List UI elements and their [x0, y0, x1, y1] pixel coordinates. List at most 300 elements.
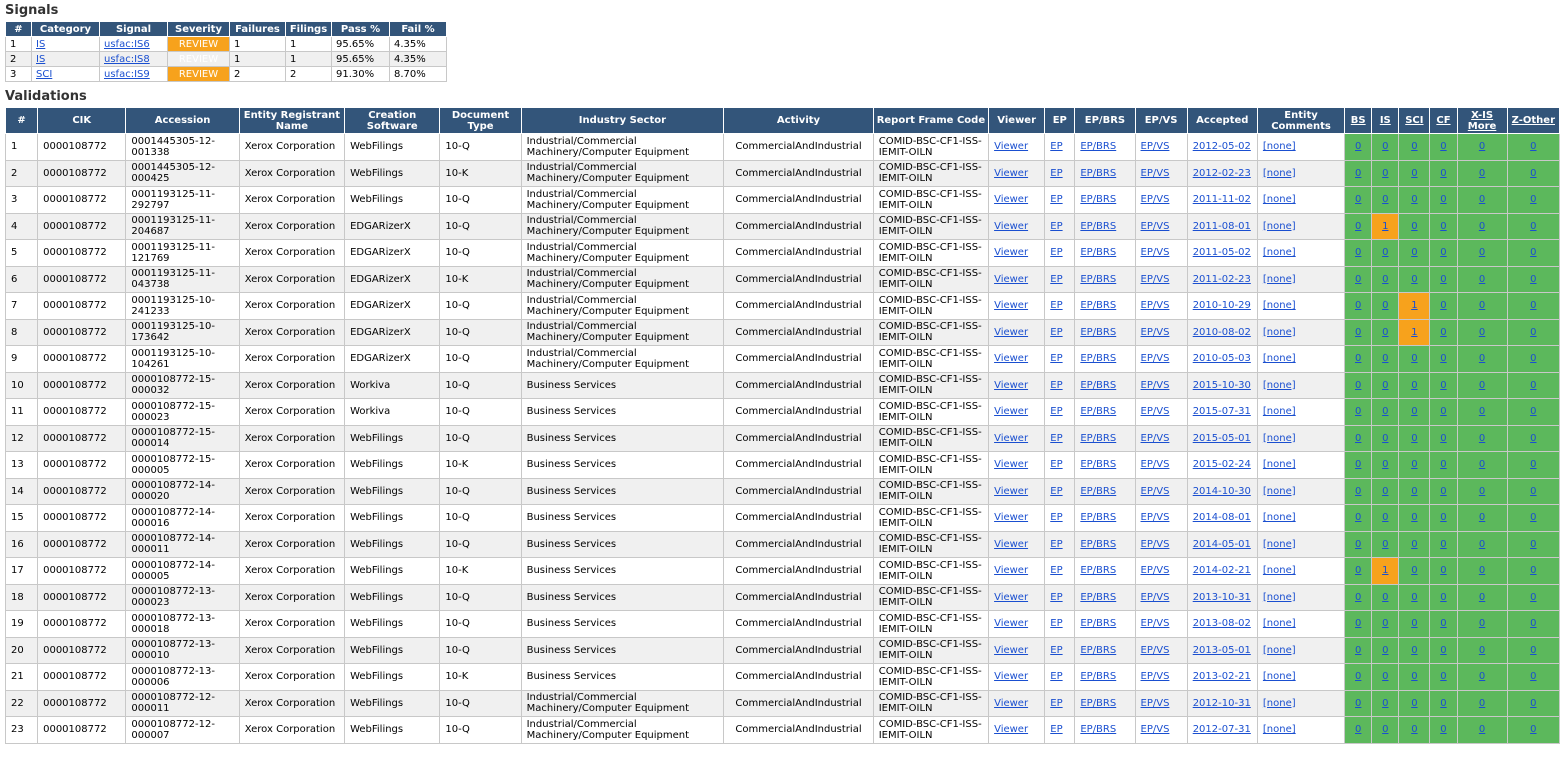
accepted-date-link[interactable]: 2012-02-23: [1192, 167, 1251, 179]
viewer-link[interactable]: Viewer: [994, 326, 1029, 338]
xis-count-link[interactable]: 0: [1478, 406, 1486, 418]
xis-count-link[interactable]: 0: [1478, 353, 1486, 365]
ep-link[interactable]: EP: [1050, 300, 1063, 312]
viewer-link[interactable]: Viewer: [994, 565, 1029, 577]
ep-vs-link[interactable]: EP/VS: [1140, 644, 1170, 656]
viewer-link[interactable]: Viewer: [994, 432, 1029, 444]
sci-count-link[interactable]: 0: [1411, 432, 1418, 444]
entity-comments-link[interactable]: [none]: [1262, 353, 1296, 365]
is-count-link[interactable]: 0: [1382, 671, 1389, 683]
cf-count-link[interactable]: 0: [1440, 194, 1447, 206]
xis-count-link[interactable]: 0: [1478, 644, 1486, 656]
viewer-link[interactable]: Viewer: [994, 300, 1029, 312]
zother-count-link[interactable]: 0: [1530, 538, 1537, 550]
cf-count-link[interactable]: 0: [1440, 459, 1447, 471]
ep-vs-link[interactable]: EP/VS: [1140, 167, 1170, 179]
sci-count-link[interactable]: 0: [1411, 141, 1418, 153]
accepted-date-link[interactable]: 2012-07-31: [1192, 724, 1251, 736]
viewer-link[interactable]: Viewer: [994, 273, 1029, 285]
zother-count-link[interactable]: 0: [1530, 618, 1537, 630]
xis-count-link[interactable]: 0: [1478, 273, 1486, 285]
cf-count-link[interactable]: 0: [1440, 618, 1447, 630]
ep-brs-link[interactable]: EP/BRS: [1080, 512, 1117, 524]
sort-link[interactable]: BS: [1350, 115, 1366, 126]
bs-count-link[interactable]: 0: [1355, 485, 1362, 497]
zother-count-link[interactable]: 0: [1530, 326, 1537, 338]
sci-count-link[interactable]: 0: [1411, 273, 1418, 285]
ep-brs-link[interactable]: EP/BRS: [1080, 618, 1117, 630]
zother-count-link[interactable]: 0: [1530, 379, 1537, 391]
ep-vs-link[interactable]: EP/VS: [1140, 194, 1170, 206]
cf-count-link[interactable]: 0: [1440, 326, 1447, 338]
accepted-date-link[interactable]: 2013-05-01: [1192, 644, 1251, 656]
bs-count-link[interactable]: 0: [1355, 141, 1362, 153]
ep-brs-link[interactable]: EP/BRS: [1080, 644, 1117, 656]
ep-brs-link[interactable]: EP/BRS: [1080, 538, 1117, 550]
accepted-date-link[interactable]: 2014-02-21: [1192, 565, 1251, 577]
is-count-link[interactable]: 0: [1382, 724, 1389, 736]
xis-count-link[interactable]: 0: [1478, 194, 1486, 206]
ep-vs-link[interactable]: EP/VS: [1140, 459, 1170, 471]
xis-count-link[interactable]: 0: [1478, 141, 1486, 153]
bs-count-link[interactable]: 0: [1355, 459, 1362, 471]
accepted-date-link[interactable]: 2014-05-01: [1192, 538, 1251, 550]
cf-count-link[interactable]: 0: [1440, 247, 1447, 259]
ep-vs-link[interactable]: EP/VS: [1140, 247, 1170, 259]
ep-brs-link[interactable]: EP/BRS: [1080, 220, 1117, 232]
bs-count-link[interactable]: 0: [1355, 591, 1362, 603]
cf-count-link[interactable]: 0: [1440, 379, 1447, 391]
bs-count-link[interactable]: 0: [1355, 724, 1362, 736]
is-count-link[interactable]: 0: [1382, 379, 1389, 391]
is-count-link[interactable]: 0: [1382, 247, 1389, 259]
sci-count-link[interactable]: 0: [1411, 671, 1418, 683]
entity-comments-link[interactable]: [none]: [1262, 671, 1296, 683]
ep-link[interactable]: EP: [1050, 220, 1063, 232]
ep-link[interactable]: EP: [1050, 724, 1063, 736]
ep-vs-link[interactable]: EP/VS: [1140, 538, 1170, 550]
viewer-link-cell: [989, 505, 1045, 532]
ep-vs-link[interactable]: EP/VS: [1140, 724, 1170, 736]
entity-name-cell: Xerox Corporation: [239, 187, 344, 214]
bs-count-link[interactable]: 0: [1355, 512, 1362, 524]
viewer-link[interactable]: Viewer: [994, 353, 1029, 365]
zother-count-link[interactable]: 0: [1530, 406, 1537, 418]
signal-category-link[interactable]: IS: [36, 53, 46, 65]
ep-link[interactable]: EP: [1050, 485, 1063, 497]
accepted-date-link[interactable]: 2011-11-02: [1192, 194, 1251, 206]
is-count-link[interactable]: 0: [1382, 538, 1389, 550]
sci-count-link[interactable]: 0: [1411, 353, 1418, 365]
cf-count-link[interactable]: 0: [1440, 353, 1447, 365]
entity-comments-link[interactable]: [none]: [1262, 194, 1296, 206]
ep-vs-link[interactable]: EP/VS: [1140, 353, 1170, 365]
accepted-date-link[interactable]: 2015-02-24: [1192, 459, 1251, 471]
ep-vs-link[interactable]: EP/VS: [1140, 512, 1170, 524]
cf-count-link[interactable]: 0: [1440, 485, 1447, 497]
is-count-link[interactable]: 0: [1382, 326, 1389, 338]
entity-comments-link[interactable]: [none]: [1262, 141, 1296, 153]
sci-count-link[interactable]: 0: [1411, 194, 1418, 206]
sci-count-link[interactable]: 0: [1411, 724, 1418, 736]
zother-count-link[interactable]: 0: [1530, 273, 1537, 285]
ep-brs-link[interactable]: EP/BRS: [1080, 697, 1117, 709]
xis-count-link[interactable]: 0: [1478, 247, 1486, 259]
ep-vs-link[interactable]: EP/VS: [1140, 379, 1170, 391]
viewer-link[interactable]: Viewer: [994, 644, 1029, 656]
ep-brs-link[interactable]: EP/BRS: [1080, 406, 1117, 418]
sci-count-link[interactable]: 0: [1411, 485, 1418, 497]
ep-vs-link[interactable]: EP/VS: [1140, 565, 1170, 577]
ep-vs-link[interactable]: EP/VS: [1140, 671, 1170, 683]
bs-count-link[interactable]: 0: [1355, 671, 1362, 683]
ep-brs-link[interactable]: EP/BRS: [1080, 194, 1117, 206]
entity-comments-cell: [1257, 160, 1344, 187]
ep-link[interactable]: EP: [1050, 671, 1063, 683]
accepted-date-link[interactable]: 2010-05-03: [1192, 353, 1251, 365]
zother-count-link[interactable]: 0: [1530, 697, 1537, 709]
entity-comments-link[interactable]: [none]: [1262, 644, 1296, 656]
sci-count-link[interactable]: 0: [1411, 459, 1418, 471]
bs-count-link[interactable]: 0: [1355, 247, 1362, 259]
bs-count-link[interactable]: 0: [1355, 379, 1362, 391]
ep-link[interactable]: EP: [1050, 167, 1063, 179]
ep-vs-link[interactable]: EP/VS: [1140, 618, 1170, 630]
cf-count-link[interactable]: 0: [1440, 565, 1447, 577]
ep-brs-link[interactable]: EP/BRS: [1080, 167, 1117, 179]
cf-count-link[interactable]: 0: [1440, 538, 1447, 550]
sort-link[interactable]: IS: [1379, 115, 1391, 126]
signal-name-link[interactable]: usfac:IS8: [104, 53, 150, 65]
zother-count-link[interactable]: 0: [1530, 247, 1537, 259]
ep-vs-link[interactable]: EP/VS: [1140, 326, 1170, 338]
ep-link[interactable]: EP: [1050, 194, 1063, 206]
viewer-link[interactable]: Viewer: [994, 724, 1029, 736]
ep-vs-link[interactable]: EP/VS: [1140, 220, 1170, 232]
zother-count-link[interactable]: 0: [1530, 644, 1537, 656]
xis-count-link[interactable]: 0: [1478, 512, 1486, 524]
is-count-link[interactable]: 0: [1382, 697, 1389, 709]
ep-brs-link[interactable]: EP/BRS: [1080, 353, 1117, 365]
viewer-link[interactable]: Viewer: [994, 618, 1029, 630]
sci-count-link[interactable]: 1: [1411, 326, 1418, 338]
zother-count-link[interactable]: 0: [1530, 485, 1537, 497]
ep-link[interactable]: EP: [1050, 141, 1063, 153]
accepted-date-link[interactable]: 2012-10-31: [1192, 697, 1251, 709]
ep-brs-link[interactable]: EP/BRS: [1080, 591, 1117, 603]
viewer-link[interactable]: Viewer: [994, 167, 1029, 179]
is-count-link[interactable]: 0: [1382, 141, 1389, 153]
entity-comments-link[interactable]: [none]: [1262, 459, 1296, 471]
cf-count-link[interactable]: 0: [1440, 406, 1447, 418]
cf-count-link[interactable]: 0: [1440, 432, 1447, 444]
viewer-link[interactable]: Viewer: [994, 459, 1029, 471]
viewer-link[interactable]: Viewer: [994, 194, 1029, 206]
bs-count-link[interactable]: 0: [1355, 300, 1362, 312]
is-count-link[interactable]: 0: [1382, 432, 1389, 444]
accepted-date-link[interactable]: 2013-10-31: [1192, 591, 1251, 603]
accepted-date-link[interactable]: 2011-08-01: [1192, 220, 1251, 232]
ep-vs-link[interactable]: EP/VS: [1140, 485, 1170, 497]
ep-link[interactable]: EP: [1050, 273, 1063, 285]
entity-comments-link[interactable]: [none]: [1262, 247, 1296, 259]
ep-vs-link[interactable]: EP/VS: [1140, 591, 1170, 603]
entity-comments-link[interactable]: [none]: [1262, 697, 1296, 709]
zother-count-link[interactable]: 0: [1530, 565, 1537, 577]
bs-count-link[interactable]: 0: [1355, 194, 1362, 206]
is-count-link[interactable]: 0: [1382, 300, 1389, 312]
ep-brs-link[interactable]: EP/BRS: [1080, 485, 1117, 497]
viewer-link[interactable]: Viewer: [994, 512, 1029, 524]
zother-count-link[interactable]: 0: [1530, 194, 1537, 206]
zother-count-link[interactable]: 0: [1530, 167, 1537, 179]
viewer-link[interactable]: Viewer: [994, 538, 1029, 550]
cf-count-link[interactable]: 0: [1440, 591, 1447, 603]
accepted-date-link[interactable]: 2010-08-02: [1192, 326, 1251, 338]
accepted-date-link[interactable]: 2015-10-30: [1192, 379, 1251, 391]
entity-comments-link[interactable]: [none]: [1262, 273, 1296, 285]
cf-count-link[interactable]: 0: [1440, 724, 1447, 736]
ep-brs-link[interactable]: EP/BRS: [1080, 459, 1117, 471]
creation-software-cell: WebFilings: [345, 664, 440, 691]
is-count-link[interactable]: 0: [1382, 644, 1389, 656]
validations-col-header: Viewer: [989, 108, 1045, 134]
bs-count-link[interactable]: 0: [1355, 326, 1362, 338]
ep-vs-link[interactable]: EP/VS: [1140, 406, 1170, 418]
ep-link[interactable]: EP: [1050, 379, 1063, 391]
zother-count-link[interactable]: 0: [1530, 141, 1537, 153]
xis-count-link[interactable]: 0: [1478, 326, 1486, 338]
sci-count-link[interactable]: 0: [1411, 247, 1418, 259]
accepted-date-link[interactable]: 2013-02-21: [1192, 671, 1251, 683]
xis-count-link[interactable]: 0: [1478, 618, 1486, 630]
cf-count-link[interactable]: 0: [1440, 220, 1447, 232]
accepted-date-link[interactable]: 2011-02-23: [1192, 273, 1251, 285]
xis-count-link[interactable]: 0: [1478, 459, 1486, 471]
xis-count-link[interactable]: 0: [1478, 697, 1486, 709]
xis-count-link[interactable]: 0: [1478, 300, 1486, 312]
ep-link[interactable]: EP: [1050, 432, 1063, 444]
entity-comments-link[interactable]: [none]: [1262, 300, 1296, 312]
ep-vs-link[interactable]: EP/VS: [1140, 432, 1170, 444]
xis-count-link[interactable]: 0: [1478, 432, 1486, 444]
sci-count-link[interactable]: 0: [1411, 618, 1418, 630]
sort-link[interactable]: Z-Other: [1511, 115, 1555, 126]
bs-count-link[interactable]: 0: [1355, 432, 1362, 444]
ep-brs-link[interactable]: EP/BRS: [1080, 565, 1117, 577]
accepted-date-link[interactable]: 2014-08-01: [1192, 512, 1251, 524]
ep-vs-link[interactable]: EP/VS: [1140, 141, 1170, 153]
sci-count-cell: [1399, 372, 1430, 399]
zother-count-link[interactable]: 0: [1530, 220, 1537, 232]
bs-count-link[interactable]: 0: [1355, 273, 1362, 285]
sci-count-link[interactable]: 0: [1411, 697, 1418, 709]
ep-link[interactable]: EP: [1050, 512, 1063, 524]
bs-count-link[interactable]: 0: [1355, 618, 1362, 630]
accepted-date-link[interactable]: 2014-10-30: [1192, 485, 1251, 497]
zother-count-link[interactable]: 0: [1530, 671, 1537, 683]
bs-count-link[interactable]: 0: [1355, 697, 1362, 709]
entity-comments-link[interactable]: [none]: [1262, 565, 1296, 577]
ep-brs-link[interactable]: EP/BRS: [1080, 247, 1117, 259]
ep-brs-link[interactable]: EP/BRS: [1080, 379, 1117, 391]
ep-brs-link[interactable]: EP/BRS: [1080, 273, 1117, 285]
is-count-link[interactable]: 0: [1382, 273, 1389, 285]
accepted-date-link[interactable]: 2012-05-02: [1192, 141, 1251, 153]
is-count-link[interactable]: 1: [1382, 220, 1389, 232]
signal-category-link[interactable]: SCI: [36, 68, 53, 80]
zother-count-link[interactable]: 0: [1530, 459, 1537, 471]
ep-link[interactable]: EP: [1050, 591, 1063, 603]
zother-count-link[interactable]: 0: [1530, 591, 1537, 603]
ep-link[interactable]: EP: [1050, 538, 1063, 550]
bs-count-link[interactable]: 0: [1355, 565, 1362, 577]
entity-comments-link[interactable]: [none]: [1262, 618, 1296, 630]
accepted-date-link[interactable]: 2015-05-01: [1192, 432, 1251, 444]
accepted-date-link[interactable]: 2010-10-29: [1192, 300, 1251, 312]
entity-comments-link[interactable]: [none]: [1262, 167, 1296, 179]
entity-comments-link[interactable]: [none]: [1262, 591, 1296, 603]
viewer-link[interactable]: Viewer: [994, 247, 1029, 259]
ep-link[interactable]: EP: [1050, 326, 1063, 338]
is-count-link[interactable]: 0: [1382, 459, 1389, 471]
ep-brs-link[interactable]: EP/BRS: [1080, 724, 1117, 736]
row-number: 11: [6, 399, 38, 426]
report-frame-cell: COMID-BSC-CF1-ISS-IEMIT-OILN: [873, 425, 988, 452]
zother-count-link[interactable]: 0: [1530, 432, 1537, 444]
ep-vs-link[interactable]: EP/VS: [1140, 697, 1170, 709]
ep-vs-link[interactable]: EP/VS: [1140, 300, 1170, 312]
ep-brs-link[interactable]: EP/BRS: [1080, 141, 1117, 153]
cf-count-link[interactable]: 0: [1440, 644, 1447, 656]
viewer-link[interactable]: Viewer: [994, 671, 1029, 683]
bs-count-link[interactable]: 0: [1355, 353, 1362, 365]
entity-comments-link[interactable]: [none]: [1262, 538, 1296, 550]
sci-count-link[interactable]: 0: [1411, 591, 1418, 603]
xis-count-link[interactable]: 0: [1478, 591, 1486, 603]
signal-category-link[interactable]: IS: [36, 38, 46, 50]
ep-link[interactable]: EP: [1050, 697, 1063, 709]
sort-link[interactable]: SCI: [1405, 115, 1424, 126]
sort-link[interactable]: CF: [1436, 115, 1451, 126]
sci-count-link[interactable]: 0: [1411, 406, 1418, 418]
ep-brs-link[interactable]: EP/BRS: [1080, 326, 1117, 338]
xis-count-link[interactable]: 0: [1478, 724, 1486, 736]
viewer-link[interactable]: Viewer: [994, 220, 1029, 232]
zother-count-link[interactable]: 0: [1530, 512, 1537, 524]
cf-count-link[interactable]: 0: [1440, 273, 1447, 285]
bs-count-link[interactable]: 0: [1355, 644, 1362, 656]
ep-link[interactable]: EP: [1050, 353, 1063, 365]
is-count-link[interactable]: 0: [1382, 353, 1389, 365]
sci-count-link[interactable]: 0: [1411, 644, 1418, 656]
entity-comments-link[interactable]: [none]: [1262, 379, 1296, 391]
entity-comments-link[interactable]: [none]: [1262, 326, 1296, 338]
ep-link[interactable]: EP: [1050, 618, 1063, 630]
cf-count-link[interactable]: 0: [1440, 300, 1447, 312]
xis-count-link[interactable]: 0: [1478, 220, 1486, 232]
bs-count-link[interactable]: 0: [1355, 538, 1362, 550]
is-count-link[interactable]: 1: [1382, 565, 1389, 577]
ep-brs-link[interactable]: EP/BRS: [1080, 671, 1117, 683]
entity-comments-link[interactable]: [none]: [1262, 220, 1296, 232]
ep-link[interactable]: EP: [1050, 459, 1063, 471]
zother-count-link[interactable]: 0: [1530, 300, 1537, 312]
cf-count-link[interactable]: 0: [1440, 167, 1447, 179]
is-count-link[interactable]: 0: [1382, 167, 1389, 179]
sci-count-link[interactable]: 0: [1411, 379, 1418, 391]
cf-count-link[interactable]: 0: [1440, 141, 1447, 153]
xis-count-link[interactable]: 0: [1478, 538, 1486, 550]
entity-comments-link[interactable]: [none]: [1262, 724, 1296, 736]
sci-count-link[interactable]: 0: [1411, 565, 1418, 577]
viewer-link[interactable]: Viewer: [994, 141, 1029, 153]
viewer-link[interactable]: Viewer: [994, 406, 1029, 418]
sci-count-link[interactable]: 0: [1411, 167, 1418, 179]
entity-comments-cell: [1257, 319, 1344, 346]
sort-link[interactable]: X-IS More: [1467, 109, 1497, 132]
ep-brs-link[interactable]: EP/BRS: [1080, 432, 1117, 444]
viewer-link[interactable]: Viewer: [994, 379, 1029, 391]
is-count-link[interactable]: 0: [1382, 591, 1389, 603]
xis-count-link[interactable]: 0: [1478, 565, 1486, 577]
cf-count-link[interactable]: 0: [1440, 697, 1447, 709]
viewer-link[interactable]: Viewer: [994, 591, 1029, 603]
xis-count-link[interactable]: 0: [1478, 379, 1486, 391]
ep-link[interactable]: EP: [1050, 565, 1063, 577]
entity-comments-link[interactable]: [none]: [1262, 485, 1296, 497]
ep-link[interactable]: EP: [1050, 247, 1063, 259]
cf-count-link[interactable]: 0: [1440, 512, 1447, 524]
signal-name-link[interactable]: usfac:IS6: [104, 38, 150, 50]
entity-comments-link[interactable]: [none]: [1262, 406, 1296, 418]
ep-link[interactable]: EP: [1050, 406, 1063, 418]
bs-count-link[interactable]: 0: [1355, 167, 1362, 179]
viewer-link[interactable]: Viewer: [994, 485, 1029, 497]
is-count-link[interactable]: 0: [1382, 194, 1389, 206]
xis-count-link[interactable]: 0: [1478, 167, 1486, 179]
xis-count-link[interactable]: 0: [1478, 485, 1486, 497]
signal-name-link[interactable]: usfac:IS9: [104, 68, 150, 80]
sci-count-link[interactable]: 0: [1411, 512, 1418, 524]
entity-comments-link[interactable]: [none]: [1262, 432, 1296, 444]
is-count-link[interactable]: 0: [1382, 618, 1389, 630]
sci-count-cell: [1399, 531, 1430, 558]
bs-count-link[interactable]: 0: [1355, 406, 1362, 418]
zother-count-link[interactable]: 0: [1530, 724, 1537, 736]
viewer-link[interactable]: Viewer: [994, 697, 1029, 709]
accepted-date-link[interactable]: 2013-08-02: [1192, 618, 1251, 630]
bs-count-link[interactable]: 0: [1355, 220, 1362, 232]
sci-count-link[interactable]: 1: [1411, 300, 1418, 312]
cf-count-link[interactable]: 0: [1440, 671, 1447, 683]
is-count-link[interactable]: 0: [1382, 512, 1389, 524]
entity-comments-link[interactable]: [none]: [1262, 512, 1296, 524]
ep-link[interactable]: EP: [1050, 644, 1063, 656]
accepted-date-link[interactable]: 2011-05-02: [1192, 247, 1251, 259]
xis-count-link[interactable]: 0: [1478, 671, 1486, 683]
is-count-link[interactable]: 0: [1382, 485, 1389, 497]
accepted-date-link[interactable]: 2015-07-31: [1192, 406, 1251, 418]
sci-count-link[interactable]: 0: [1411, 220, 1418, 232]
is-count-cell: [1372, 505, 1399, 532]
ep-vs-link[interactable]: EP/VS: [1140, 273, 1170, 285]
zother-count-link[interactable]: 0: [1530, 353, 1537, 365]
ep-vs-link-cell: [1135, 134, 1187, 161]
sci-count-link[interactable]: 0: [1411, 538, 1418, 550]
ep-brs-link[interactable]: EP/BRS: [1080, 300, 1117, 312]
is-count-link[interactable]: 0: [1382, 406, 1389, 418]
